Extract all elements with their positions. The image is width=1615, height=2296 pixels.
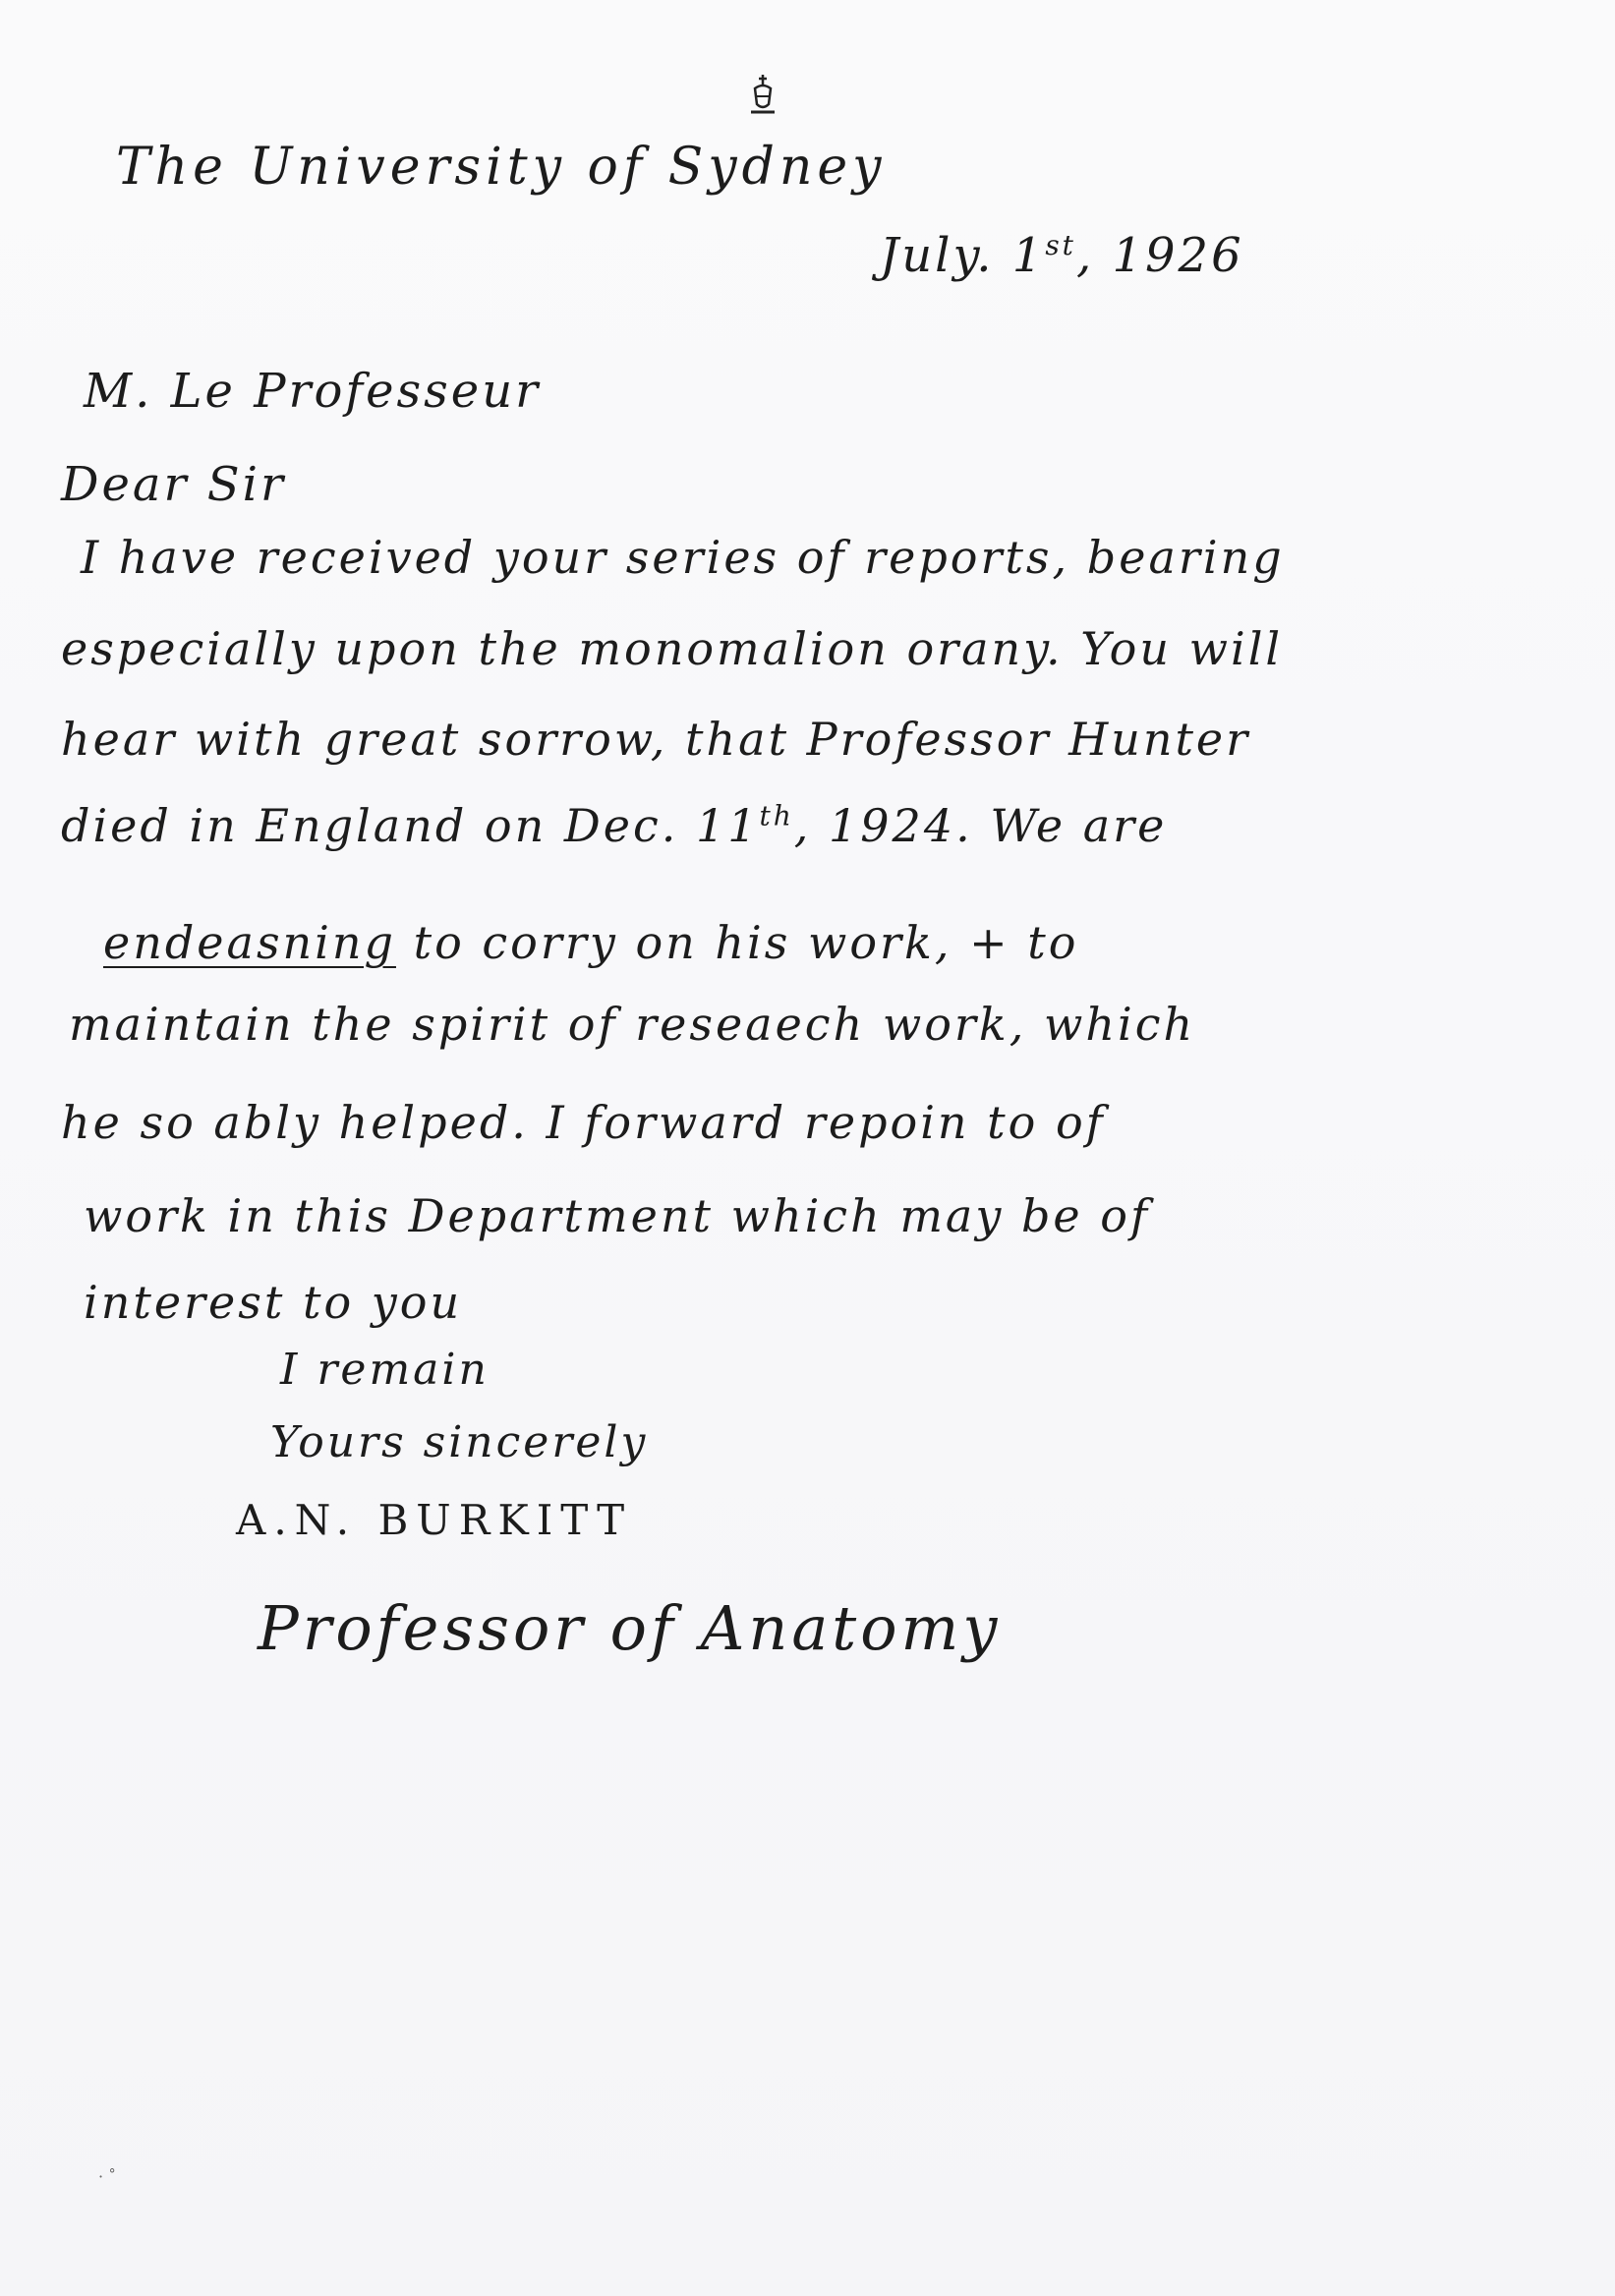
body-line-4 — [61, 799, 1167, 852]
letter-date — [880, 228, 1244, 283]
body-line-5-rest: to corry on his work, + to — [395, 916, 1079, 969]
body-line-4-end: , 1924. We are — [793, 799, 1168, 852]
body-line-8: work in this Department which may be of — [84, 1189, 1150, 1242]
underlined-word: endeasning — [103, 916, 396, 969]
date-year: , 1926 — [1075, 228, 1244, 283]
body-line-1: I have received your series of reports, bearing — [81, 531, 1285, 584]
signature-title: Professor of Anatomy — [258, 1592, 1002, 1664]
body-line-6: maintain the spirit of reseaech work, which — [69, 998, 1196, 1051]
university-crest-icon — [743, 71, 782, 120]
letterhead-institution: The University of Sydney — [116, 138, 887, 197]
body-line-9: interest to you — [84, 1276, 463, 1329]
body-line-3: hear with great sorrow, that Professor Hunter — [61, 713, 1251, 766]
body-line-7: he so ably helped. I forward repoin to of — [61, 1096, 1106, 1149]
signature-name: A.N. BURKITT — [236, 1496, 633, 1544]
paper-marks: · ˚ — [98, 2167, 117, 2186]
closing-line-2: Yours sincerely — [270, 1417, 649, 1467]
date-month-day: July. 1 — [880, 228, 1046, 283]
addressee: M. Le Professeur — [84, 364, 542, 419]
body-line-5 — [103, 916, 1078, 969]
date-suffix: st — [1045, 229, 1076, 261]
body-line-2: especially upon the monomalion orany. You will — [61, 622, 1284, 675]
body-line-4-start: died in England on Dec. 11 — [61, 799, 760, 852]
salutation: Dear Sir — [61, 457, 286, 512]
closing-line-1: I remain — [280, 1345, 490, 1395]
body-line-4-suffix: th — [759, 799, 794, 832]
